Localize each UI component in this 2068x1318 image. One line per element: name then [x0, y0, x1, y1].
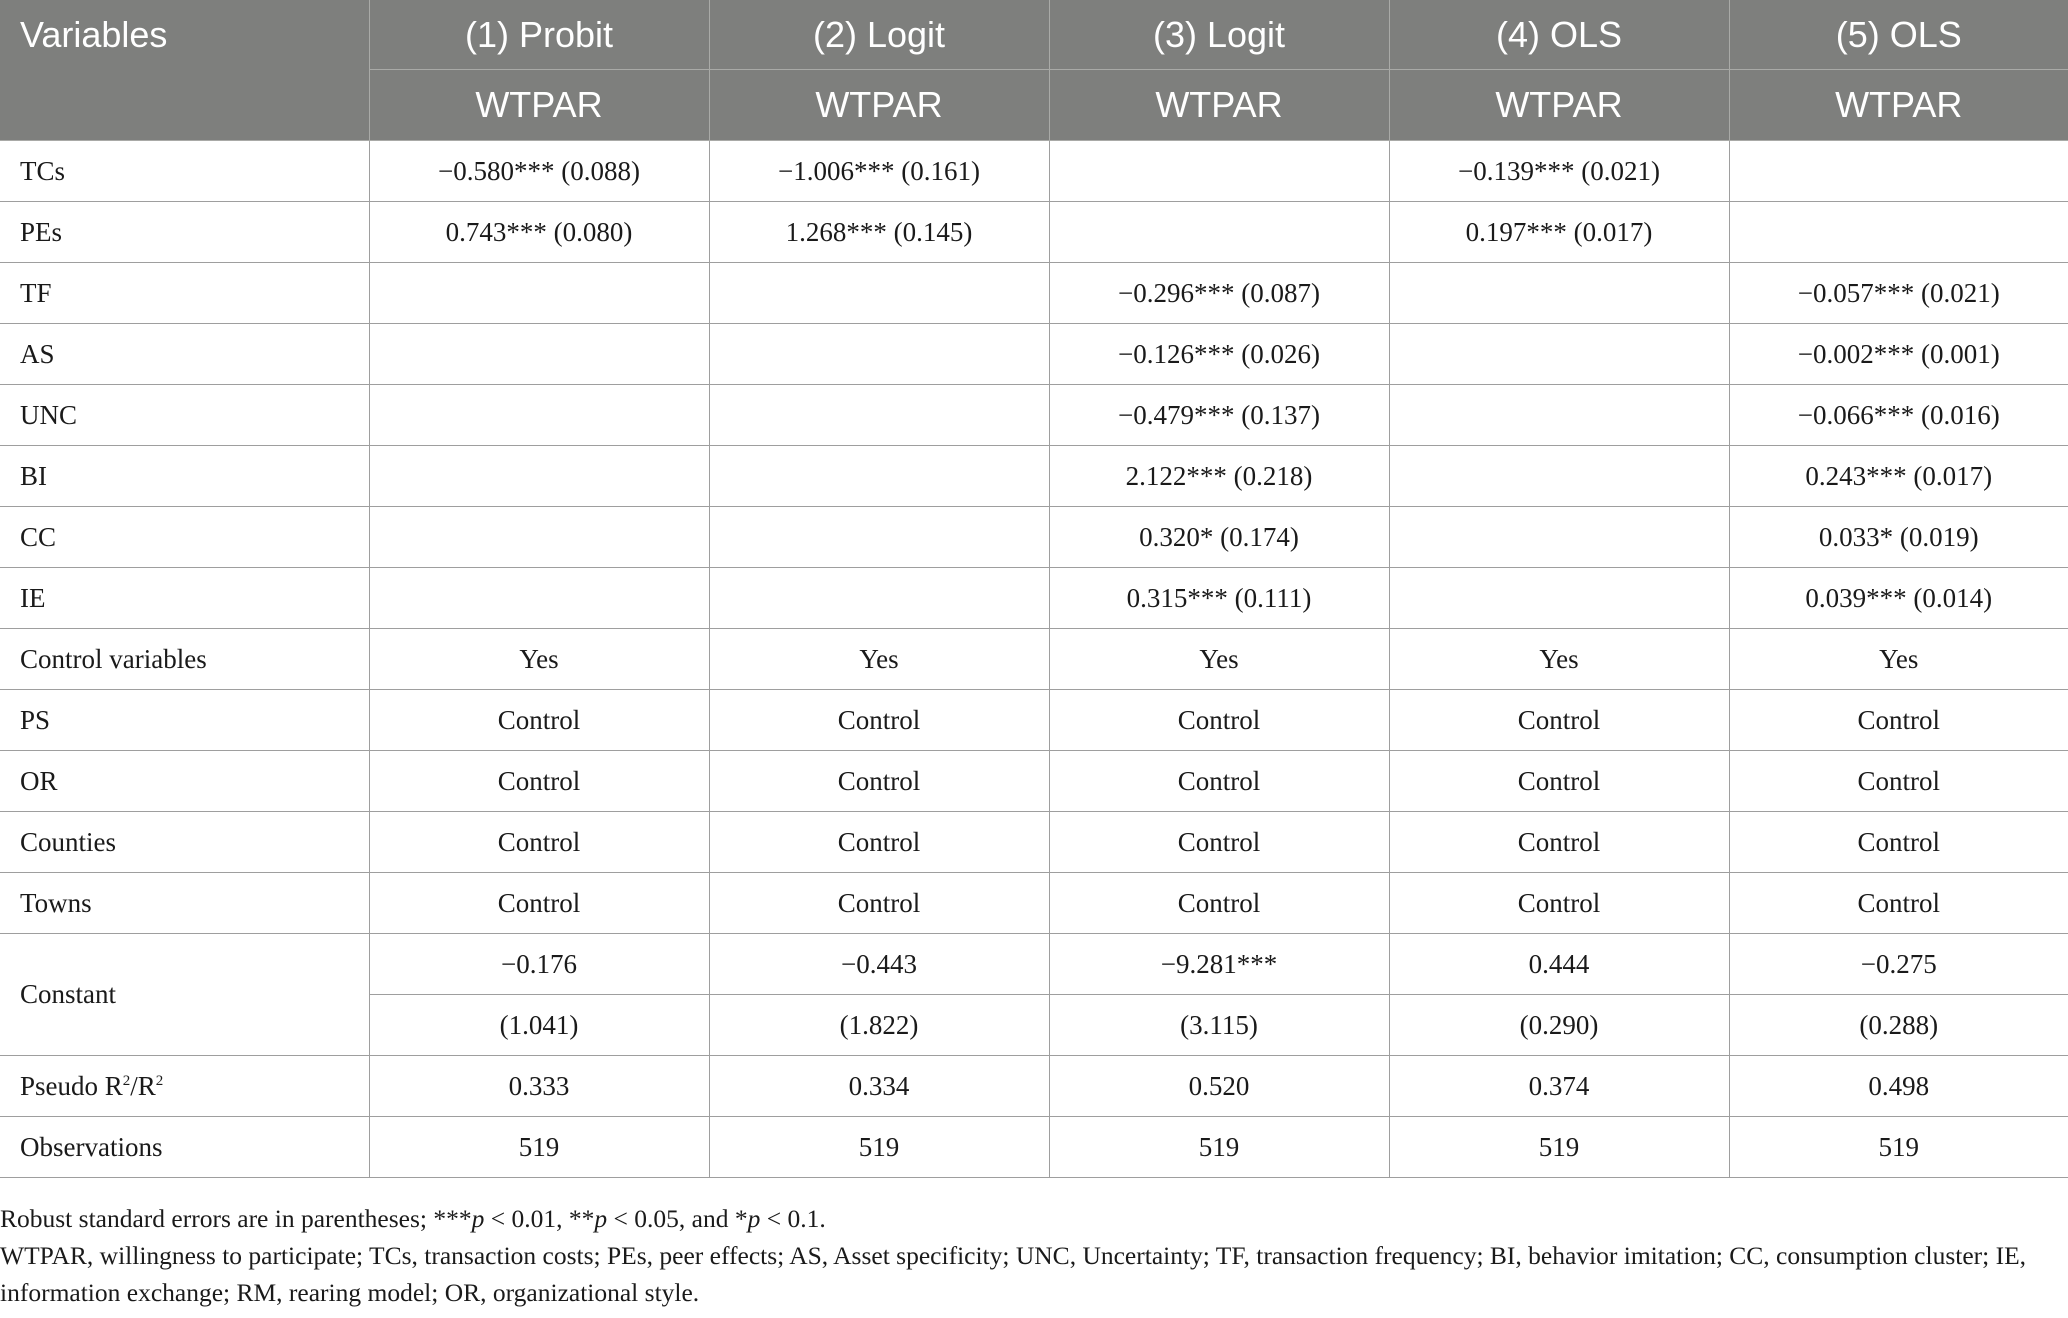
table-row: [0, 263, 2068, 324]
header-dep-4: WTPAR: [1389, 70, 1729, 141]
header-variables: Variables: [0, 0, 369, 141]
table-cell: 0.197*** (0.017): [1389, 202, 1729, 263]
table-cell: Control: [1049, 751, 1389, 812]
r2-label-sup2: 2: [155, 1072, 164, 1089]
constant-se-2: (1.822): [709, 995, 1049, 1056]
table-row: [0, 385, 2068, 446]
header-model-1: (1) Probit: [369, 0, 709, 70]
constant-se-5: (0.288): [1729, 995, 2068, 1056]
table-cell: −0.057*** (0.021): [1729, 263, 2068, 324]
table-cell: [1389, 263, 1729, 324]
table-cell: Yes: [1049, 629, 1389, 690]
table-cell: [369, 446, 709, 507]
table-cell: [1389, 507, 1729, 568]
table-cell: Yes: [369, 629, 709, 690]
footnote-text: Robust standard errors are in parentheses; ***: [0, 1204, 472, 1233]
header-dep-2: WTPAR: [709, 70, 1049, 141]
table-footnotes: [0, 1200, 2040, 1311]
table-cell: −0.296*** (0.087): [1049, 263, 1389, 324]
table-cell: [369, 263, 709, 324]
row-label: Control variables: [0, 629, 369, 690]
header-dep-3: WTPAR: [1049, 70, 1389, 141]
table-cell: Control: [1389, 751, 1729, 812]
table-cell: [1729, 141, 2068, 202]
footnote-p-symbol: p: [747, 1204, 761, 1233]
table-cell: Yes: [709, 629, 1049, 690]
table-cell: [1049, 202, 1389, 263]
table-cell: [1389, 324, 1729, 385]
footnote-line-1: [0, 1200, 2040, 1237]
row-label: PEs: [0, 202, 369, 263]
table-cell: −0.066*** (0.016): [1729, 385, 2068, 446]
footnote-text: < 0.1.: [760, 1204, 826, 1233]
row-label-observations: Observations: [0, 1117, 369, 1178]
header-model-4: (4) OLS: [1389, 0, 1729, 70]
footnote-line-2: WTPAR, willingness to participate; TCs, transaction costs; PEs, peer effects; AS, Asset specificity; UNC, Uncertainty; TF, transaction frequency; BI, behavior imitation; CC, consumption cluster; IE, information exchange; RM, rearing model; OR, organizational style.: [0, 1241, 2027, 1307]
table-row-observations: [0, 1117, 2068, 1178]
table-cell: 0.320* (0.174): [1049, 507, 1389, 568]
footnote-text: < 0.05, and *: [607, 1204, 748, 1233]
table-row: [0, 507, 2068, 568]
table-cell: [709, 507, 1049, 568]
table-cell: [1389, 568, 1729, 629]
row-label: UNC: [0, 385, 369, 446]
r2-label-main: Pseudo R: [20, 1070, 123, 1101]
constant-se-4: (0.290): [1389, 995, 1729, 1056]
header-dep-5: WTPAR: [1729, 70, 2068, 141]
table-cell: Control: [1049, 690, 1389, 751]
header-model-3: (3) Logit: [1049, 0, 1389, 70]
table-cell: [709, 446, 1049, 507]
row-label: AS: [0, 324, 369, 385]
constant-coef-1: −0.176: [369, 934, 709, 995]
row-label: Counties: [0, 812, 369, 873]
footnote-text: < 0.01, **: [484, 1204, 595, 1233]
table-cell: Control: [1389, 873, 1729, 934]
row-label: Towns: [0, 873, 369, 934]
row-label: OR: [0, 751, 369, 812]
constant-coef-2: −0.443: [709, 934, 1049, 995]
table-cell: Control: [1389, 812, 1729, 873]
table-row: [0, 812, 2068, 873]
table-cell: [369, 385, 709, 446]
table-row-r2: [0, 1056, 2068, 1117]
row-label: BI: [0, 446, 369, 507]
table-cell: [369, 568, 709, 629]
footnote-p-symbol: p: [471, 1204, 485, 1233]
table-cell: Control: [369, 751, 709, 812]
r2-label-sup1: 2: [122, 1072, 131, 1089]
r2-cell-1: 0.333: [369, 1056, 709, 1117]
table-cell: −0.002*** (0.001): [1729, 324, 2068, 385]
table-cell: 0.039*** (0.014): [1729, 568, 2068, 629]
table-cell: [369, 324, 709, 385]
table-cell: −1.006*** (0.161): [709, 141, 1049, 202]
header-model-5: (5) OLS: [1729, 0, 2068, 70]
row-label: PS: [0, 690, 369, 751]
table-cell: [1729, 202, 2068, 263]
table-cell: Control: [1049, 873, 1389, 934]
table-cell: [709, 385, 1049, 446]
table-cell: Control: [1729, 751, 2068, 812]
table-cell: Control: [1729, 812, 2068, 873]
table-cell: −0.580*** (0.088): [369, 141, 709, 202]
obs-cell-1: 519: [369, 1117, 709, 1178]
header-model-2: (2) Logit: [709, 0, 1049, 70]
table-cell: [369, 507, 709, 568]
constant-coef-5: −0.275: [1729, 934, 2068, 995]
r2-label-mid: /R: [130, 1070, 156, 1101]
table-cell: −0.479*** (0.137): [1049, 385, 1389, 446]
table-cell: Control: [709, 873, 1049, 934]
table-cell: Control: [369, 690, 709, 751]
table-body: [0, 141, 2068, 934]
table-cell: [1389, 385, 1729, 446]
table-cell: Yes: [1729, 629, 2068, 690]
table-cell: Control: [1729, 873, 2068, 934]
r2-cell-2: 0.334: [709, 1056, 1049, 1117]
table-body-bottom: [0, 934, 2068, 1178]
constant-coef-3: −9.281***: [1049, 934, 1389, 995]
table-cell: Control: [709, 812, 1049, 873]
row-label: CC: [0, 507, 369, 568]
table-row: [0, 324, 2068, 385]
table-cell: [709, 568, 1049, 629]
table-cell: Control: [709, 690, 1049, 751]
table-row: [0, 202, 2068, 263]
table-cell: [709, 324, 1049, 385]
row-label-r2: [0, 1056, 369, 1117]
table-cell: [1049, 141, 1389, 202]
table-cell: 1.268*** (0.145): [709, 202, 1049, 263]
obs-cell-3: 519: [1049, 1117, 1389, 1178]
table-header: [0, 0, 2068, 141]
table-cell: Control: [709, 751, 1049, 812]
table-row: [0, 690, 2068, 751]
table-cell: Control: [369, 812, 709, 873]
header-dep-1: WTPAR: [369, 70, 709, 141]
row-label-constant: Constant: [0, 934, 369, 1056]
row-label: TF: [0, 263, 369, 324]
table-row: [0, 751, 2068, 812]
constant-coef-4: 0.444: [1389, 934, 1729, 995]
row-label: TCs: [0, 141, 369, 202]
table-cell: Control: [1389, 690, 1729, 751]
table-cell: Control: [369, 873, 709, 934]
table-row: [0, 446, 2068, 507]
r2-cell-5: 0.498: [1729, 1056, 2068, 1117]
table-cell: [1389, 446, 1729, 507]
table-cell: 0.243*** (0.017): [1729, 446, 2068, 507]
table-cell: 2.122*** (0.218): [1049, 446, 1389, 507]
table-cell: [709, 263, 1049, 324]
obs-cell-2: 519: [709, 1117, 1049, 1178]
table-cell: 0.315*** (0.111): [1049, 568, 1389, 629]
table-cell: Control: [1049, 812, 1389, 873]
r2-cell-3: 0.520: [1049, 1056, 1389, 1117]
table-cell: Control: [1729, 690, 2068, 751]
table-cell: 0.033* (0.019): [1729, 507, 2068, 568]
footnote-p-symbol: p: [594, 1204, 608, 1233]
table-row-constant: [0, 934, 2068, 995]
obs-cell-5: 519: [1729, 1117, 2068, 1178]
constant-se-1: (1.041): [369, 995, 709, 1056]
table-cell: −0.126*** (0.026): [1049, 324, 1389, 385]
r2-cell-4: 0.374: [1389, 1056, 1729, 1117]
table-cell: 0.743*** (0.080): [369, 202, 709, 263]
obs-cell-4: 519: [1389, 1117, 1729, 1178]
table-row: [0, 141, 2068, 202]
table-row: [0, 568, 2068, 629]
table-cell: −0.139*** (0.021): [1389, 141, 1729, 202]
table-row: [0, 873, 2068, 934]
row-label: IE: [0, 568, 369, 629]
table-row: [0, 629, 2068, 690]
constant-se-3: (3.115): [1049, 995, 1389, 1056]
table-cell: Yes: [1389, 629, 1729, 690]
